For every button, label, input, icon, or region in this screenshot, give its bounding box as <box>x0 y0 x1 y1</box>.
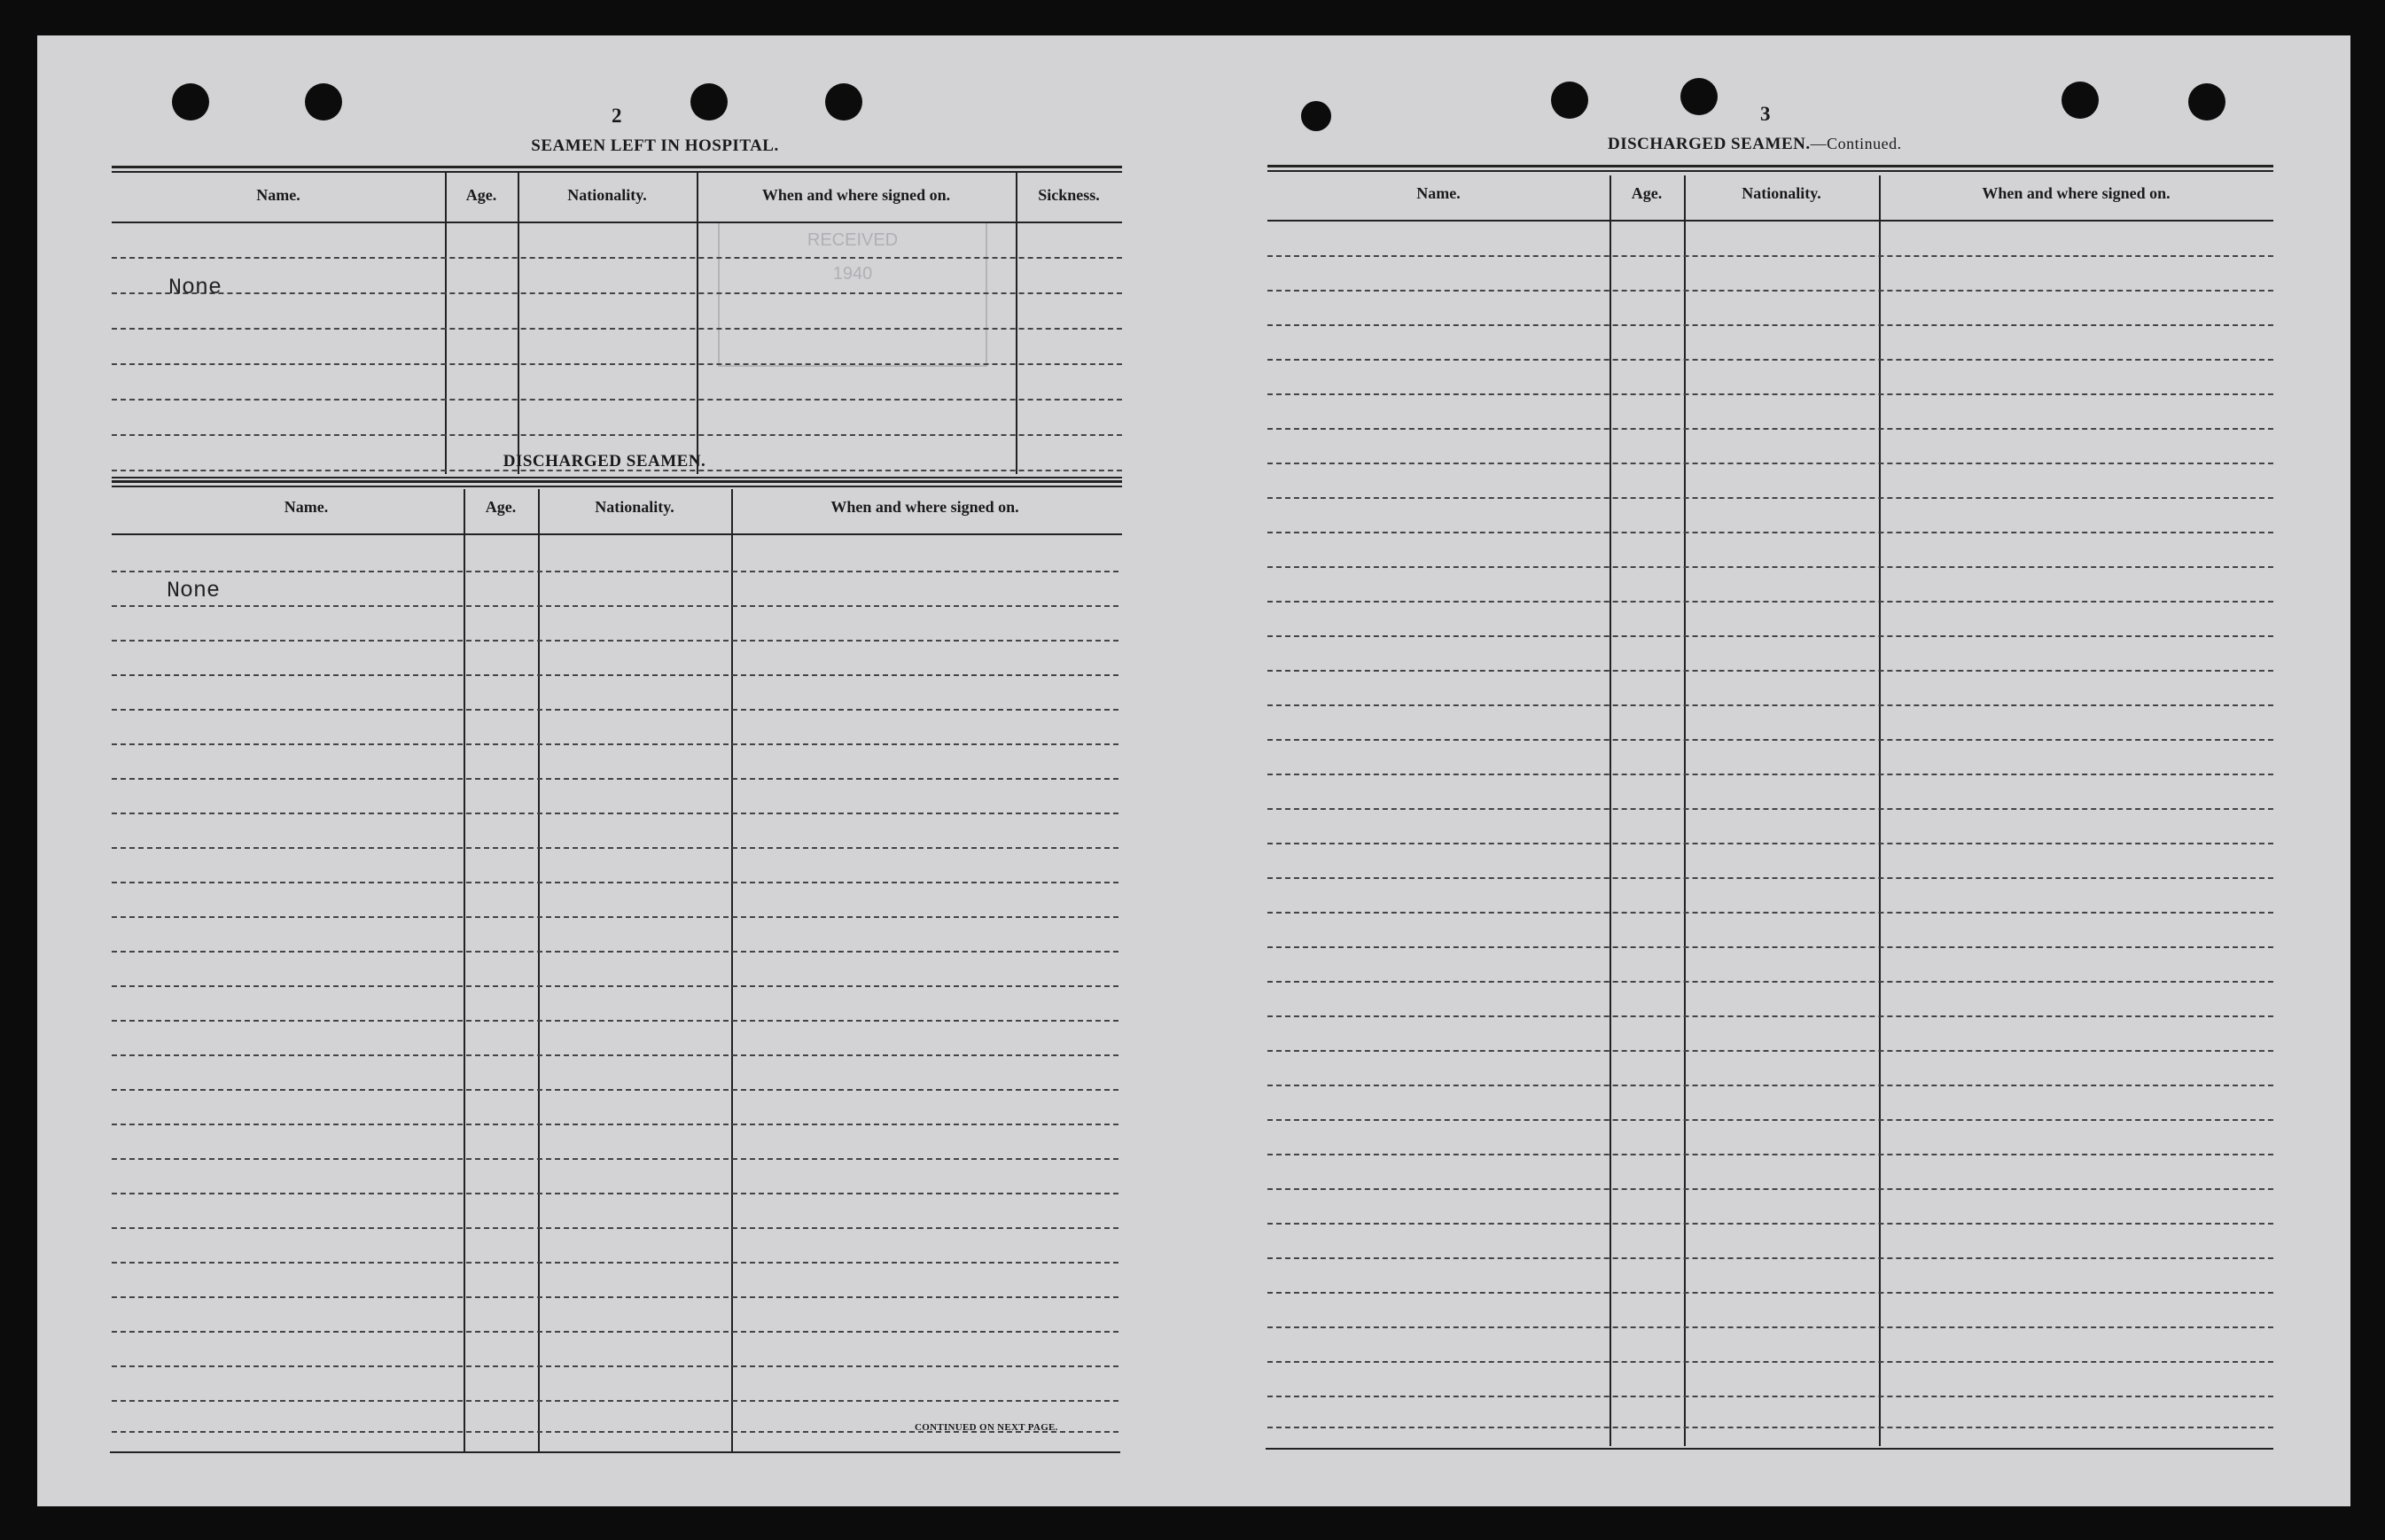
punch-hole <box>1680 78 1718 115</box>
continued-note: CONTINUED ON NEXT PAGE. <box>915 1422 1058 1433</box>
punch-hole <box>690 83 728 121</box>
punch-hole <box>1301 101 1331 131</box>
column-header: When and where signed on. <box>761 186 951 204</box>
punch-hole <box>2062 82 2099 119</box>
column-header: Age. <box>465 186 497 204</box>
column-header: Nationality. <box>567 186 647 204</box>
column-header: Nationality. <box>1742 184 1821 202</box>
entry-none: None <box>168 275 222 300</box>
punch-hole <box>825 83 862 121</box>
column-header: When and where signed on. <box>830 498 1019 516</box>
entry-none: None <box>167 578 221 603</box>
page-number: 2 <box>612 105 622 127</box>
scanned-document <box>37 35 2350 1506</box>
title-suffix: —Continued. <box>1810 135 1902 152</box>
section-title-hospital: SEAMEN LEFT IN HOSPITAL. <box>531 136 779 155</box>
column-header: Nationality. <box>595 498 674 516</box>
punch-hole <box>305 83 342 121</box>
punch-hole <box>172 83 209 121</box>
column-header: Name. <box>1416 184 1461 202</box>
received-stamp: RECEIVED 1940 <box>718 222 987 367</box>
column-header: Name. <box>284 498 329 516</box>
section-title-discharged-continued <box>1608 135 1902 154</box>
column-header: Age. <box>485 498 517 516</box>
page-number: 3 <box>1760 103 1771 125</box>
punch-hole <box>2188 83 2225 121</box>
column-header: Age. <box>1631 184 1663 202</box>
section-title-discharged: DISCHARGED SEAMEN. <box>503 452 706 471</box>
column-header: Sickness. <box>1038 186 1100 204</box>
column-header: Name. <box>256 186 300 204</box>
title-main: DISCHARGED SEAMEN. <box>1608 135 1811 153</box>
punch-hole <box>1551 82 1588 119</box>
column-header: When and where signed on. <box>1982 184 2171 202</box>
